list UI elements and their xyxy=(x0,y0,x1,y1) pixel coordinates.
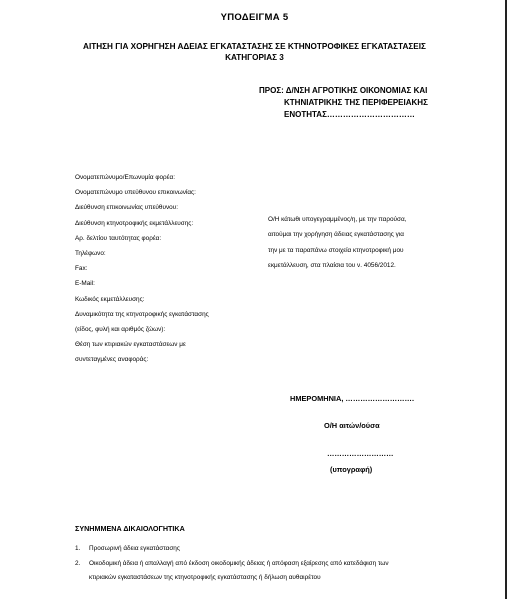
list-item-number: 2. xyxy=(75,559,81,567)
field-label: Θέση των κτιριακών εγκαταστάσεων με xyxy=(75,341,186,349)
field-label: Fax: xyxy=(75,265,88,273)
field-label: Ονοματεπώνυμο/Επωνυμία φορέα: xyxy=(75,174,175,181)
statement-line: εκμετάλλευση, στα πλαίσια του ν. 4056/2012. xyxy=(268,262,396,270)
applicant-fields xyxy=(75,170,209,368)
field-label: Ονοματεπώνυμο υπεύθυνου επικοινωνίας: xyxy=(75,189,196,197)
statement-line: Ο/Η κάτωθι υπογεγραμμένος/η, με την παρούσα, xyxy=(268,216,407,223)
field-label: Αρ. δελτίου ταυτότητας φορέα: xyxy=(75,234,162,242)
field-label: Κωδικός εκμετάλλευσης: xyxy=(75,295,145,303)
recipient-line3: ΕΝΟΤΗΤΑΣ…………………………… xyxy=(284,110,415,119)
list-item-text: Προσωρινή άδεια εγκατάστασης xyxy=(89,545,180,552)
model-title: ΥΠΟΔΕΙΓΜΑ 5 xyxy=(220,12,289,23)
signature-line: ……………………… xyxy=(327,449,394,458)
list-item xyxy=(75,542,389,557)
attachments-title: ΣΥΝΗΜΜΕΝΑ ΔΙΚΑΙΟΛΟΓΗΤΙΚΑ xyxy=(75,524,185,533)
field-label: Διεύθυνση κτηνοτροφικής εκμετάλλευσης: xyxy=(75,219,194,227)
field-label: Τηλέφωνο: xyxy=(75,250,106,258)
applicant-label: Ο/Η αιτών/ούσα xyxy=(324,421,380,430)
field-label: Δυναμικότητα της κτηνοτροφικής εγκατάστασης xyxy=(75,310,209,318)
date-line: ΗΜΕΡΟΜΗΝΙΑ, ………………………. xyxy=(290,394,414,403)
request-statement xyxy=(268,212,406,274)
statement-line: την με τα παραπάνω στοιχεία κτηνοτροφική μου xyxy=(268,246,404,254)
list-item-text: Οικοδομική άδεια ή απαλλαγή από έκδοση οικοδομικής άδειας ή απόφαση εξαίρεσης από κατεδάφιση των xyxy=(89,559,389,567)
signature-label: (υπογραφή) xyxy=(330,465,373,474)
recipient-line2: ΚΤΗΝΙΑΤΡΙΚΗΣ ΤΗΣ ΠΕΡΙΦΕΡΕΙΑΚΗΣ xyxy=(284,98,428,107)
field-label: E-Mail: xyxy=(75,280,95,288)
recipient-block xyxy=(259,85,428,121)
recipient-line1: ΠΡΟΣ: Δ/ΝΣΗ ΑΓΡΟΤΙΚΗΣ ΟΙΚΟΝΟΜΙΑΣ ΚΑΙ xyxy=(259,86,428,95)
field-label: συντεταγμένες αναφοράς: xyxy=(75,356,149,364)
list-item-continuation: κτιριακών εγκαταστάσεων της κτηνοτροφικής εγκατάστασης ή δήλωση αυθαιρέτου xyxy=(89,574,321,581)
application-title xyxy=(0,41,509,63)
attachments-list xyxy=(75,542,389,586)
statement-line: αιτούμαι την χορήγηση άδειας εγκατάστασης για xyxy=(268,231,404,239)
list-item-number: 1. xyxy=(75,545,81,552)
application-title-line1: ΑΙΤΗΣΗ ΓΙΑ ΧΟΡΗΓΗΣΗ ΑΔΕΙΑΣ ΕΓΚΑΤΑΣΤΑΣΗΣ ΣΕ ΚΤΗΝΟΤΡΟΦΙΚΕΣ ΕΓΚΑΤΑΣΤΑΣΕΙΣ xyxy=(83,42,426,51)
field-label: (είδος, φυλή και αριθμός ζώων): xyxy=(75,326,166,334)
list-item xyxy=(75,557,389,572)
field-label: Διεύθυνση επικοινωνίας υπεύθυνου: xyxy=(75,204,178,212)
application-title-line2: ΚΑΤΗΓΟΡΙΑΣ 3 xyxy=(225,53,284,62)
